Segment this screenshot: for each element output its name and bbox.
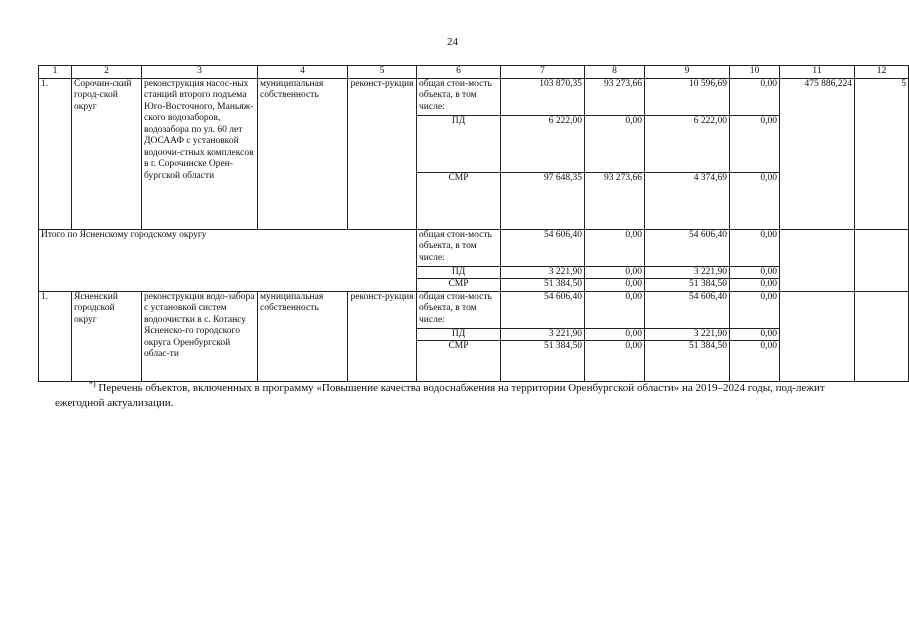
header-cell: 8 bbox=[585, 66, 645, 79]
value-cell: 4 374,69 bbox=[645, 172, 730, 229]
value-cell: 0,00 bbox=[585, 266, 645, 279]
subtotal-label: Итого по Ясненскому городскому округу bbox=[39, 229, 417, 291]
cost-label-cell: СМР bbox=[417, 172, 501, 229]
header-cell: 6 bbox=[417, 66, 501, 79]
value-cell: 0,00 bbox=[730, 266, 780, 279]
value-cell: 0,00 bbox=[585, 328, 645, 341]
header-cell: 2 bbox=[72, 66, 142, 79]
footnote-text: Перечень объектов, включенных в программу «Повышение качества водоснабжения на территории Оренбургской области» на 2019–2024 годы, под-лежит ежегодной актуализации. bbox=[55, 382, 825, 409]
value-cell: 0,00 bbox=[585, 115, 645, 172]
header-cell: 12 bbox=[855, 66, 909, 79]
value-cell: 0,00 bbox=[730, 78, 780, 115]
cost-label-cell: ПД bbox=[417, 328, 501, 341]
value-cell: 54 606,40 bbox=[501, 229, 585, 266]
value-cell: 51 384,50 bbox=[645, 341, 730, 382]
table-row bbox=[39, 291, 909, 328]
value-cell: 6 222,00 bbox=[501, 115, 585, 172]
value-cell: 54 606,40 bbox=[645, 229, 730, 266]
cost-label-cell: ПД bbox=[417, 266, 501, 279]
value-cell: 0,00 bbox=[730, 328, 780, 341]
empty-cell bbox=[855, 291, 909, 382]
cost-label-cell: общая стои-мость объекта, в том числе: bbox=[417, 291, 501, 328]
value-cell: 475 886,224 bbox=[780, 78, 855, 229]
row-number: 1. bbox=[39, 291, 72, 382]
value-cell: 0,00 bbox=[585, 229, 645, 266]
value-cell: 0,00 bbox=[730, 291, 780, 328]
empty-cell bbox=[780, 229, 855, 291]
work-type-cell: реконст-рукция bbox=[348, 78, 417, 229]
object-cell: реконструкция водо-забора с установкой систем водоочистки в с. Котансу Ясненско-го городского округа Оренбургской облас-ти bbox=[142, 291, 258, 382]
district-cell: Ясненский городской округ bbox=[72, 291, 142, 382]
ownership-cell: муниципальная собственность bbox=[258, 291, 348, 382]
value-cell: 54 606,40 bbox=[645, 291, 730, 328]
value-cell: 51 384,50 bbox=[501, 341, 585, 382]
objects-table bbox=[38, 65, 909, 382]
cost-label-cell: общая стои-мость объекта, в том числе: bbox=[417, 229, 501, 266]
value-cell: 93 273,66 bbox=[585, 172, 645, 229]
value-cell: 0,00 bbox=[585, 279, 645, 292]
value-cell: 0,00 bbox=[730, 341, 780, 382]
value-cell: 51 384,50 bbox=[501, 279, 585, 292]
value-cell: 3 221,90 bbox=[501, 328, 585, 341]
cost-label-cell: СМР bbox=[417, 279, 501, 292]
header-cell: 5 bbox=[348, 66, 417, 79]
value-cell: 0,00 bbox=[585, 341, 645, 382]
value-cell: 93 273,66 bbox=[585, 78, 645, 115]
header-cell: 10 bbox=[730, 66, 780, 79]
header-cell: 11 bbox=[780, 66, 855, 79]
value-cell: 0,00 bbox=[730, 229, 780, 266]
table-row bbox=[39, 229, 909, 266]
header-row bbox=[39, 66, 909, 79]
header-cell: 1 bbox=[39, 66, 72, 79]
value-cell: 3 221,90 bbox=[645, 266, 730, 279]
work-type-cell: реконст-рукция bbox=[348, 291, 417, 382]
header-cell: 3 bbox=[142, 66, 258, 79]
cost-label-cell: ПД bbox=[417, 115, 501, 172]
header-cell: 4 bbox=[258, 66, 348, 79]
value-cell: 0,00 bbox=[730, 172, 780, 229]
table-row bbox=[39, 78, 909, 115]
value-cell: 3 221,90 bbox=[645, 328, 730, 341]
page-number: 24 bbox=[447, 36, 458, 48]
value-cell: 51 384,50 bbox=[645, 279, 730, 292]
header-cell: 9 bbox=[645, 66, 730, 79]
value-cell: 6 222,00 bbox=[645, 115, 730, 172]
value-cell: 54 606,40 bbox=[501, 291, 585, 328]
empty-cell bbox=[780, 291, 855, 382]
footnote-mark: *) bbox=[89, 379, 96, 389]
header-cell: 7 bbox=[501, 66, 585, 79]
value-cell: 5 bbox=[855, 78, 909, 229]
value-cell: 0,00 bbox=[585, 291, 645, 328]
ownership-cell: муниципальная собственность bbox=[258, 78, 348, 229]
value-cell: 10 596,69 bbox=[645, 78, 730, 115]
value-cell: 103 870,35 bbox=[501, 78, 585, 115]
value-cell: 0,00 bbox=[730, 279, 780, 292]
row-number: 1. bbox=[39, 78, 72, 229]
value-cell: 97 648,35 bbox=[501, 172, 585, 229]
empty-cell bbox=[855, 229, 909, 291]
footnote bbox=[55, 381, 875, 411]
district-cell: Сорочин-ский город-ской округ bbox=[72, 78, 142, 229]
value-cell: 0,00 bbox=[730, 115, 780, 172]
value-cell: 3 221,90 bbox=[501, 266, 585, 279]
cost-label-cell: общая стои-мость объекта, в том числе: bbox=[417, 78, 501, 115]
cost-label-cell: СМР bbox=[417, 341, 501, 382]
object-cell: реконструкция насос-ных станций второго подъема Юго-Восточного, Маньяж-ского водозаборов, водозабора по ул. 60 лет ДОСААФ с установкой водоочи-стных комплексов в г. Сорочинске Орен-бургской области bbox=[142, 78, 258, 229]
